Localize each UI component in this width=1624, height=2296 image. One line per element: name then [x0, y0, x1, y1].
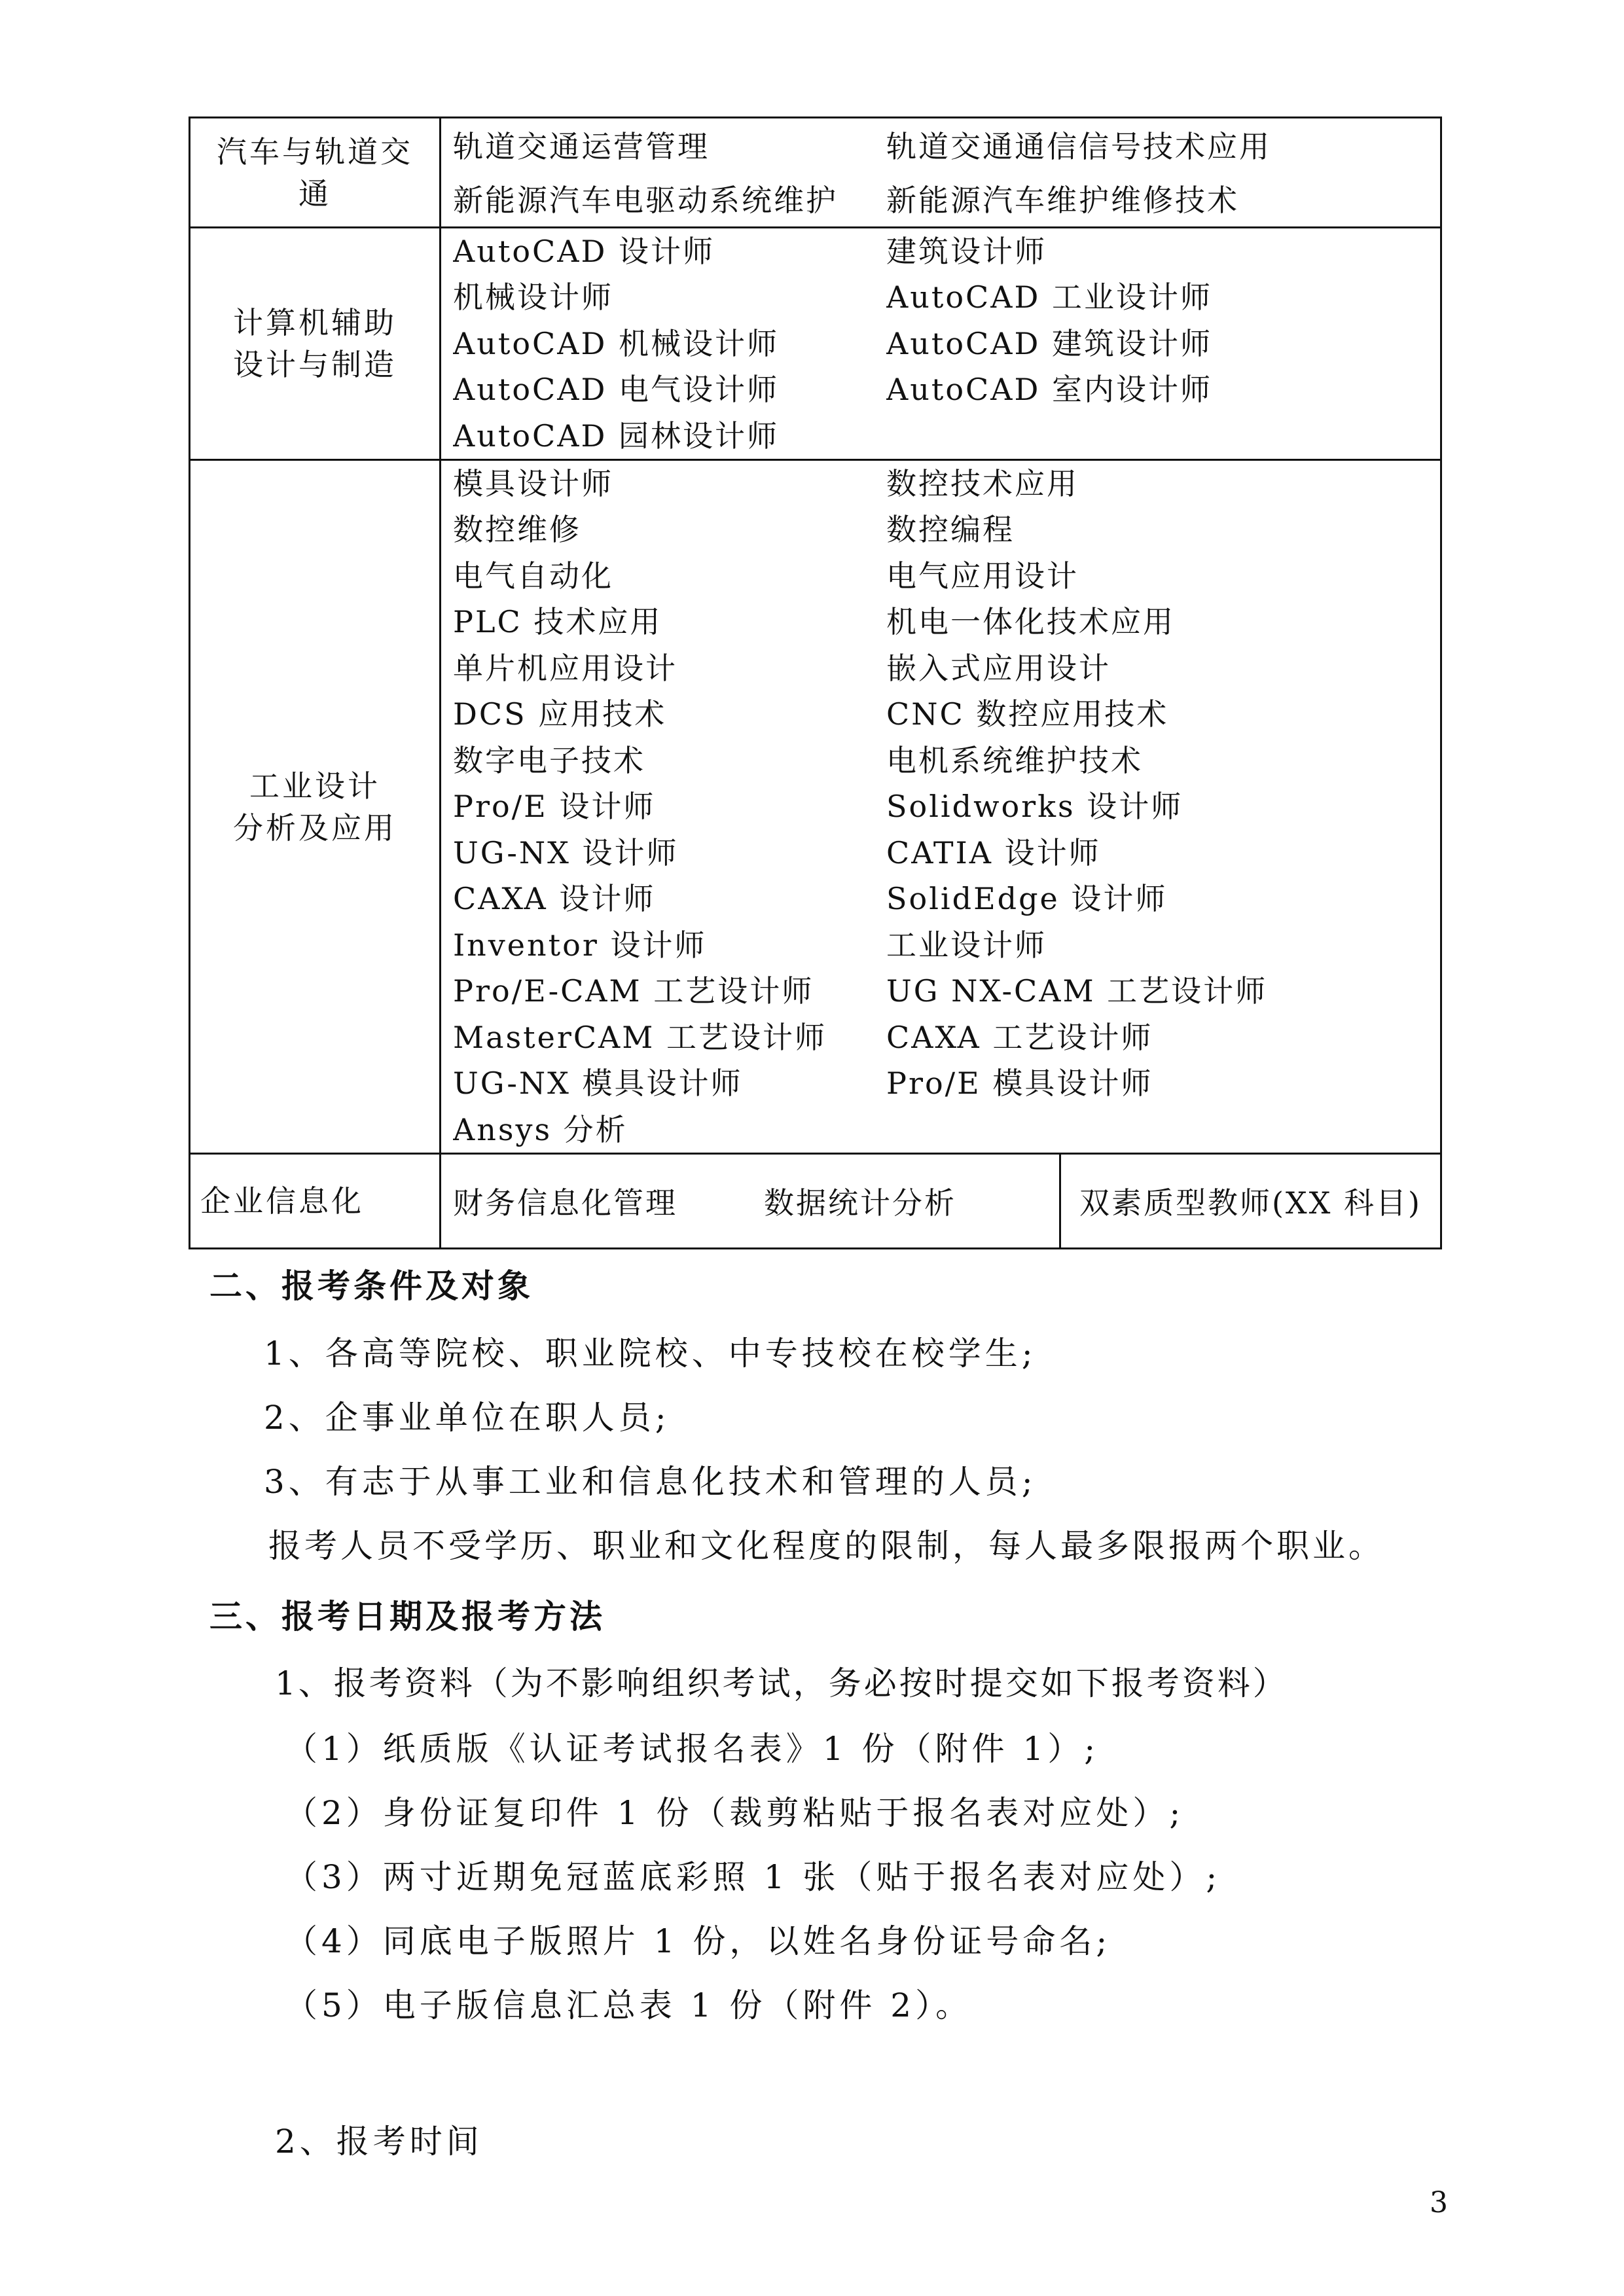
course-item: 数控编程	[886, 512, 1015, 548]
course-item: PLC 技术应用	[453, 604, 662, 640]
category-cell	[190, 118, 441, 226]
course-item: UG-NX 模具设计师	[453, 1066, 743, 1102]
course-item: CAXA 设计师	[453, 881, 656, 917]
course-item: UG-NX 设计师	[453, 834, 679, 870]
table-row	[190, 228, 1440, 461]
category-cell	[190, 1155, 441, 1247]
course-item: AutoCAD 工业设计师	[886, 279, 1212, 315]
course-item	[886, 1107, 1440, 1153]
course-item: 轨道交通通信信号技术应用	[886, 128, 1271, 164]
course-item: 工业设计师	[886, 927, 1047, 963]
course-item: 机电一体化技术应用	[886, 604, 1175, 640]
category-line: 设计与制造	[233, 347, 397, 382]
course-item: Pro/E 模具设计师	[886, 1066, 1153, 1102]
course-item: Inventor 设计师	[453, 927, 707, 963]
course-item: 数据统计分析	[764, 1185, 956, 1221]
courses-cell	[441, 228, 1440, 459]
extra-cell	[1061, 1155, 1440, 1247]
course-item: 数字电子技术	[453, 742, 645, 778]
course-item: 新能源汽车维护维修技术	[886, 182, 1239, 218]
section-heading: 三、报考日期及报考方法	[209, 1598, 605, 1636]
course-item: AutoCAD 机械设计师	[453, 325, 779, 361]
category-cell	[190, 228, 441, 459]
courses-cell	[441, 118, 1440, 226]
course-item: 电机系统维护技术	[886, 742, 1143, 778]
course-item: 财务信息化管理	[453, 1185, 677, 1221]
course-item: 建筑设计师	[886, 233, 1047, 269]
course-item: 双素质型教师(XX 科目)	[1079, 1185, 1422, 1221]
course-item: Pro/E-CAM 工艺设计师	[453, 973, 814, 1009]
course-item: CATIA 设计师	[886, 834, 1101, 870]
course-item: Pro/E 设计师	[453, 789, 656, 825]
course-item: AutoCAD 室内设计师	[886, 372, 1212, 408]
course-item: AutoCAD 园林设计师	[453, 418, 779, 454]
course-item: 电气应用设计	[886, 558, 1079, 594]
course-item: 电气自动化	[453, 558, 613, 594]
page-number: 3	[1430, 2186, 1448, 2219]
course-item: 单片机应用设计	[453, 650, 677, 686]
course-item: SolidEdge 设计师	[886, 881, 1168, 917]
category-line: 分析及应用	[233, 810, 397, 846]
list-item: 3、有志于从事工业和信息化技术和管理的人员;	[264, 1463, 1037, 1501]
course-item: 嵌入式应用设计	[886, 650, 1111, 686]
table-row	[190, 1155, 1440, 1249]
category-line: 企业信息化	[200, 1183, 364, 1219]
course-item: Solidworks 设计师	[886, 789, 1183, 825]
course-item: AutoCAD 电气设计师	[453, 372, 779, 408]
course-item: 机械设计师	[453, 279, 613, 315]
course-item: AutoCAD 设计师	[453, 233, 715, 269]
course-item: UG NX-CAM 工艺设计师	[886, 973, 1268, 1009]
course-item: 轨道交通运营管理	[453, 128, 710, 164]
paragraph: 报考人员不受学历、职业和文化程度的限制，每人最多限报两个职业。	[268, 1527, 1384, 1565]
category-line: 工业设计	[249, 768, 380, 804]
list-item: （1）纸质版《认证考试报名表》1 份（附件 1）;	[285, 1730, 1100, 1768]
course-item: 模具设计师	[453, 465, 613, 501]
list-item: 2、企事业单位在职人员;	[264, 1399, 670, 1437]
course-item: MasterCAM 工艺设计师	[453, 1019, 827, 1055]
list-item: （2）身份证复印件 1 份（裁剪粘贴于报名表对应处）;	[285, 1794, 1185, 1832]
table-row	[190, 118, 1440, 228]
category-cell	[190, 461, 441, 1153]
course-table	[189, 117, 1442, 1249]
course-item: 新能源汽车电驱动系统维护	[453, 182, 838, 218]
course-item: Ansys 分析	[453, 1111, 628, 1147]
course-item: CAXA 工艺设计师	[886, 1019, 1153, 1055]
category-line: 计算机辅助	[233, 305, 397, 340]
category-line: 汽车与轨道交	[217, 134, 413, 170]
table-row	[190, 461, 1440, 1155]
course-item	[886, 413, 1440, 459]
subheading: 1、报考资料（为不影响组织考试，务必按时提交如下报考资料）	[275, 1664, 1288, 1702]
course-item: CNC 数控应用技术	[886, 696, 1169, 732]
course-item: DCS 应用技术	[453, 696, 667, 732]
subheading: 2、报考时间	[275, 2123, 483, 2161]
list-item: （4）同底电子版照片 1 份，以姓名身份证号命名;	[285, 1922, 1111, 1960]
course-item: 数控技术应用	[886, 465, 1079, 501]
category-line: 通	[298, 175, 331, 211]
courses-cell	[441, 461, 1440, 1153]
courses-cell	[441, 1155, 1061, 1247]
list-item: 1、各高等院校、职业院校、中专技校在校学生;	[264, 1335, 1037, 1372]
course-item: AutoCAD 建筑设计师	[886, 325, 1212, 361]
section-heading: 二、报考条件及对象	[209, 1267, 533, 1305]
list-item: （5）电子版信息汇总表 1 份（附件 2）。	[285, 1986, 973, 2024]
course-item: 数控维修	[453, 512, 581, 548]
list-item: （3）两寸近期免冠蓝底彩照 1 张（贴于报名表对应处）;	[285, 1858, 1221, 1896]
